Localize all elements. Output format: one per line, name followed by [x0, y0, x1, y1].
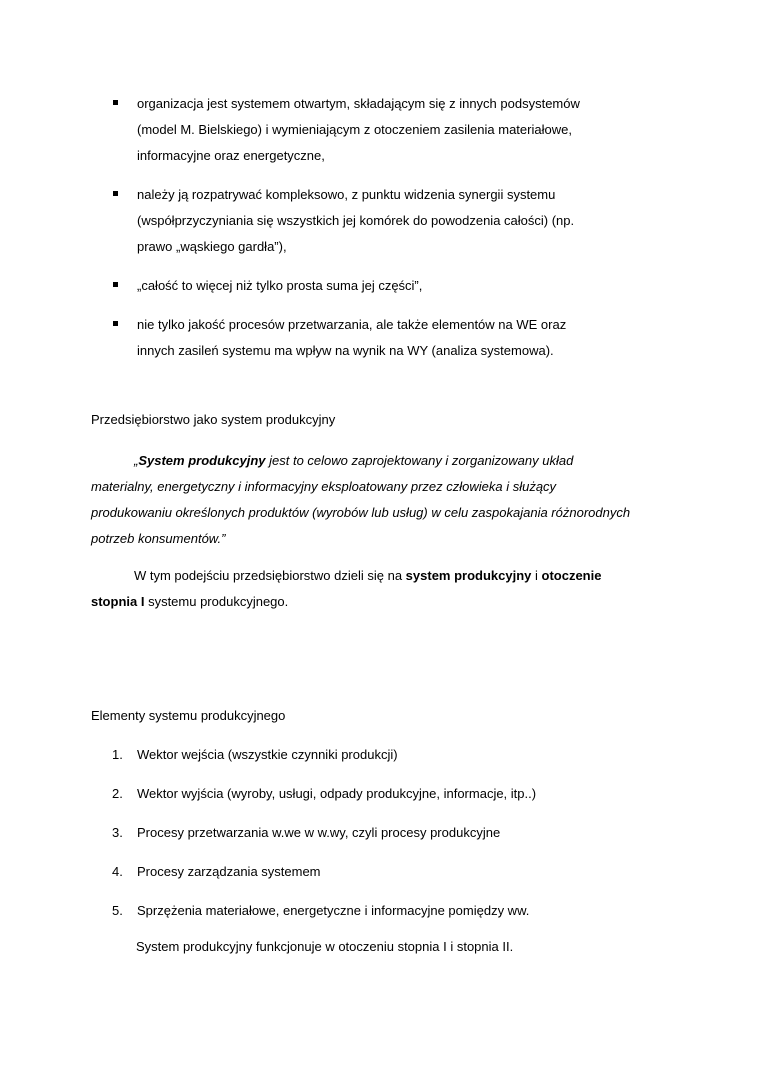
paragraph-text: systemu produkcyjnego.	[144, 594, 289, 609]
paragraph-bold-term: otoczenie stopnia I	[91, 568, 602, 609]
division-paragraph	[91, 563, 631, 615]
square-bullet-icon	[113, 282, 118, 287]
item-number: 4.	[112, 864, 123, 879]
item-number: 3.	[112, 825, 123, 840]
list-item	[0, 312, 607, 364]
definition-quote	[91, 448, 631, 552]
open-quote: „	[134, 453, 139, 468]
item-text: Procesy zarządzania systemem	[137, 864, 321, 879]
definition-body: jest to celowo zaprojektowany i zorganizowany układ materialny, energetyczny i informacyjny eksploatowany przez człowieka i służący produkowaniu określonych produktów (wyrobów lub usług) w celu zaspokajania różnorodnych potrzeb konsumentów.”	[91, 453, 631, 546]
square-bullet-icon	[113, 100, 118, 105]
item-number: 5.	[112, 903, 123, 918]
list-item	[0, 182, 607, 260]
item-number: 1.	[112, 747, 123, 762]
section-heading-production-system: Przedsiębiorstwo jako system produkcyjny	[91, 412, 336, 427]
list-item	[0, 784, 760, 823]
item-text: Wektor wyjścia (wyroby, usługi, odpady produkcyjne, informacje, itp..)	[137, 786, 537, 801]
item-text: Wektor wejścia (wszystkie czynniki produkcji)	[137, 747, 398, 762]
paragraph-text: i	[531, 568, 542, 583]
list-item	[0, 901, 760, 940]
definition-term: System produkcyjny	[138, 453, 266, 468]
list-item	[0, 273, 607, 299]
bullet-text: należy ją rozpatrywać kompleksowo, z punktu widzenia synergii systemu (współprzyczyniania się wszystkich jej komórek do powodzenia całości) (np. prawo „wąskiego gardła”),	[137, 187, 575, 254]
section-heading-elements: Elementy systemu produkcyjnego	[91, 708, 286, 723]
paragraph-bold-term: system produkcyjny	[405, 568, 532, 583]
bullet-text: „całość to więcej niż tylko prosta suma jej części”,	[137, 278, 423, 293]
numbered-list	[0, 745, 760, 940]
item-text: Procesy przetwarzania w.we w w.wy, czyli procesy produkcyjne	[137, 825, 501, 840]
item-number: 2.	[112, 786, 123, 801]
closing-sentence: System produkcyjny funkcjonuje w otoczeniu stopnia I i stopnia II.	[136, 939, 514, 954]
list-item	[0, 91, 607, 169]
list-item	[0, 823, 760, 862]
bullet-text: nie tylko jakość procesów przetwarzania, ale także elementów na WE oraz innych zasileń systemu ma wpływ na wynik na WY (analiza systemowa).	[137, 317, 567, 358]
square-bullet-icon	[113, 321, 118, 326]
list-item	[0, 862, 760, 901]
bullet-list	[0, 91, 760, 377]
bullet-text: organizacja jest systemem otwartym, składającym się z innych podsystemów (model M. Bielskiego) i wymieniającym z otoczeniem zasilenia materiałowe, informacyjne oraz energetyczne,	[137, 96, 580, 163]
square-bullet-icon	[113, 191, 118, 196]
item-text: Sprzężenia materiałowe, energetyczne i informacyjne pomiędzy ww.	[137, 903, 530, 918]
list-item	[0, 745, 760, 784]
paragraph-text: W tym podejściu przedsiębiorstwo dzieli się na	[134, 568, 406, 583]
